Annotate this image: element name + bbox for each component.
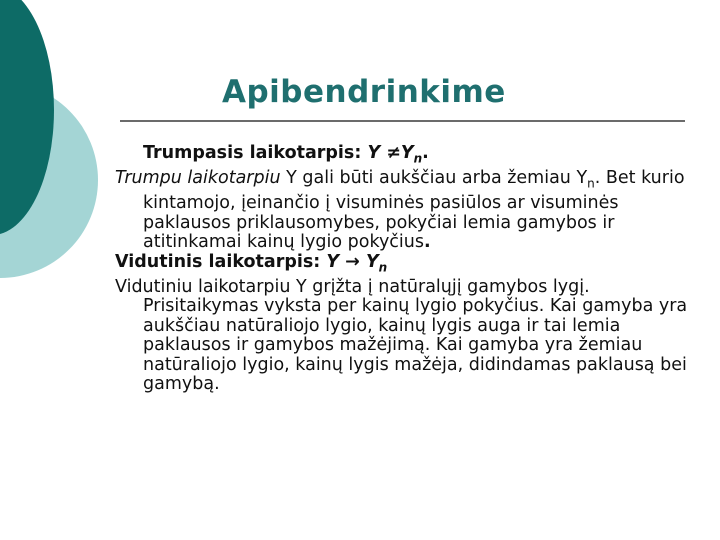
- slide-title: Apibendrinkime: [222, 74, 506, 110]
- title-divider: [120, 120, 685, 122]
- short-run-italic: Trumpu laikotarpiu: [115, 168, 281, 188]
- short-run-heading: Trumpasis laikotarpis: $Y \ne Y_n$.: [143, 143, 429, 166]
- slide-body: [115, 144, 695, 395]
- formula-y: Y: [326, 251, 340, 272]
- short-run-paragraph: Trumpu laikotarpiu Y gali būti aukščiau arba žemiau $Y_n$. Bet kurio kintamojo, įeinančio į visuminės pasiūlos ar visuminės paklausos priklausomybes, pokyčiai lemia gamybos ir atitinkamai kainų lygio pokyčius.: [115, 168, 685, 252]
- arrow-symbol: →: [345, 251, 360, 272]
- formula-yn: $Y_n$: [365, 251, 388, 274]
- formula-y: Y: [367, 143, 381, 163]
- formula-yn: $Y_n$: [400, 143, 423, 166]
- not-equal-symbol: ≠: [386, 143, 401, 163]
- medium-run-paragraph: Vidutiniu laikotarpiu Y grįžta į natūralųjį gamybos lygį. Prisitaikymas vyksta per kainų lygio pokyčius. Kai gamyba yra aukščiau natūraliojo lygio, kainų lygis auga ir tai lemia paklausos ir gamybos mažėjimą. Kai gamyba yra žemiau natūraliojo lygio, kainų lygis mažėja, didindamas paklausą bei gamybą.: [115, 276, 688, 394]
- short-run-label: Trumpasis laikotarpis:: [143, 143, 362, 163]
- medium-run-heading: [115, 253, 695, 278]
- medium-run-label: Vidutinis laikotarpis:: [115, 251, 321, 272]
